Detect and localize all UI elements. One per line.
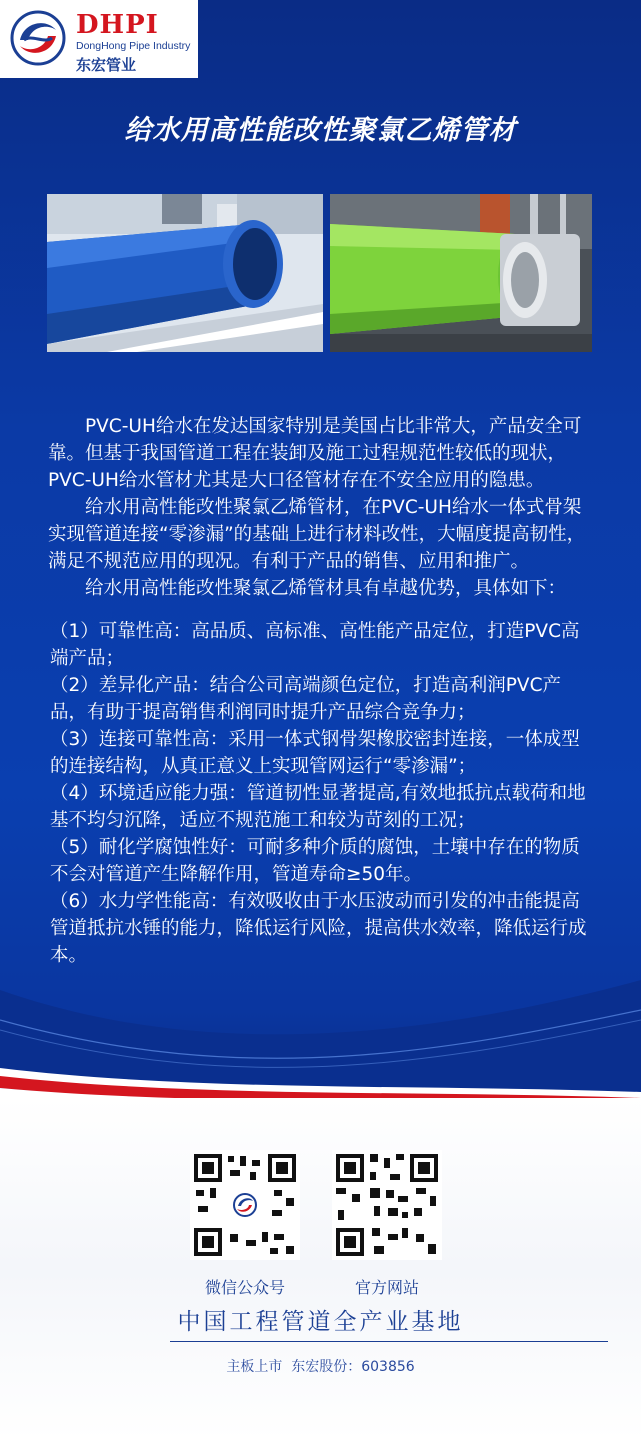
- green-pipe-extrusion-photo: [330, 194, 592, 352]
- wechat-qr-label: 微信公众号: [204, 1278, 285, 1297]
- intro-paragraph: PVC-UH给水在发达国家特别是美国占比非常大，产品安全可靠。但基于我国管道工程在装卸及施工过程规范性较低的现状，PVC-UH给水管材尤其是大口径管材存在不安全应用的隐患。: [48, 416, 582, 491]
- feature-item: （5）耐化学腐蚀性好：可耐多种介质的腐蚀，土壤中存在的物质不会对管道产生降解作用，管道寿命≥50年。: [50, 837, 580, 885]
- footer-area: [0, 1098, 641, 1440]
- stock-listing: 主板上市 东宏股份：603856: [226, 1359, 415, 1375]
- brand-english-name: DongHong Pipe Industry: [76, 40, 191, 52]
- dhpi-logo-icon: [10, 10, 66, 66]
- intro-text: [48, 413, 596, 602]
- poster-title: 给水用高性能改性聚氯乙烯管材: [124, 115, 517, 146]
- intro-paragraph: 给水用高性能改性聚氯乙烯管材，在PVC-UH给水一体式骨架实现管道连接“零渗漏”的基础上进行材料改性，大幅度提高韧性，满足不规范应用的现况。有利于产品的销售、应用和推广。: [48, 497, 586, 572]
- blue-pvc-pipe-photo: [47, 194, 323, 352]
- feature-item: （1）可靠性高：高品质、高标准、高性能产品定位，打造PVC高端产品；: [50, 621, 580, 669]
- brand-logo: [0, 0, 198, 78]
- divider: [170, 1341, 608, 1342]
- feature-item: （4）环境适应能力强：管道韧性显著提高,有效地抵抗点载荷和地基不均匀沉降，适应不规范施工和较为苛刻的工况；: [50, 783, 586, 831]
- intro-paragraph: 给水用高性能改性聚氯乙烯管材具有卓越优势，具体如下：: [85, 578, 567, 599]
- wechat-qr-code[interactable]: [190, 1150, 300, 1260]
- feature-item: （6）水力学性能高：有效吸收由于水压波动而引发的冲击能提高管道抵抗水锤的能力，降低运行风险，提高供水效率，降低运行成本。: [50, 891, 587, 966]
- website-qr-code[interactable]: [332, 1150, 442, 1260]
- brand-chinese-name: 东宏管业: [76, 56, 137, 74]
- feature-item: （2）差异化产品：结合公司高端颜色定位，打造高利润PVC产品，有助于提高销售利润同时提升产品综合竞争力；: [50, 675, 562, 723]
- slogan: 中国工程管道全产业基地: [177, 1309, 464, 1335]
- feature-item: （3）连接可靠性高：采用一体式钢骨架橡胶密封连接，一体成型的连接结构，从真正意义上实现管网运行“零渗漏”；: [50, 729, 580, 777]
- brand-abbr: DHPI: [76, 10, 159, 40]
- website-qr-label: 官方网站: [354, 1278, 419, 1297]
- feature-list: [50, 618, 596, 969]
